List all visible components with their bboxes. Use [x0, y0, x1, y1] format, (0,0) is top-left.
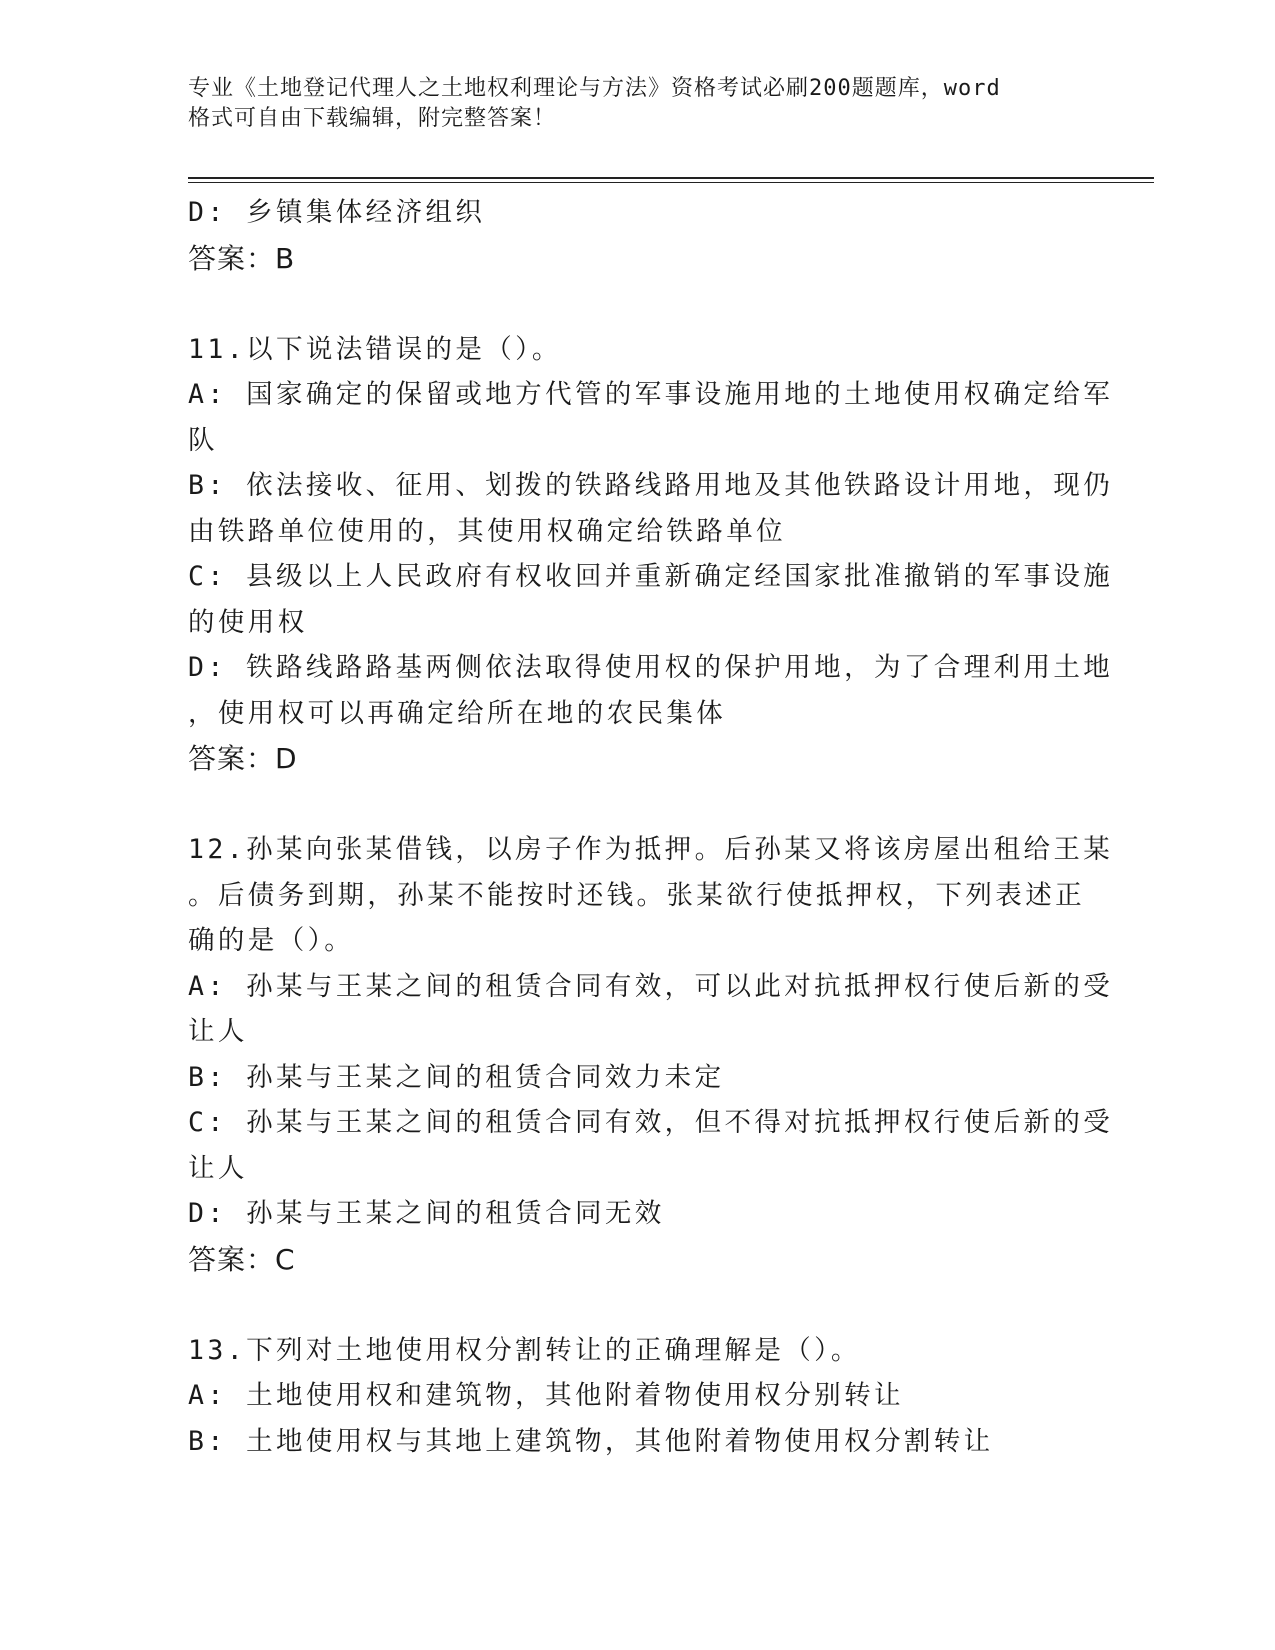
header-line-1: 专业《土地登记代理人之土地权利理论与方法》资格考试必刷200题题库，word: [188, 76, 1001, 101]
question-13-option-a: A: 土地使用权和建筑物，其他附着物使用权分别转让: [188, 1380, 904, 1411]
question-12-option-d: D: 孙某与王某之间的租赁合同无效: [188, 1198, 665, 1229]
question-12-stem: 12.孙某向张某借钱，以房子作为抵押。后孙某又将该房屋出租给王某: [188, 834, 1114, 865]
header-line-2: 格式可自由下载编辑，附完整答案！: [188, 106, 557, 131]
question-11-option-c: C: 县级以上人民政府有权收回并重新确定经国家批准撤销的军事设施: [188, 561, 1114, 592]
spacer: [188, 782, 1088, 828]
spacer: [188, 1282, 1088, 1328]
question-11-answer: 答案：D: [188, 742, 298, 775]
question-12-option-a-cont: 让人: [188, 1016, 248, 1047]
question-11-option-d: D: 铁路线路路基两侧依法取得使用权的保护用地，为了合理利用土地: [188, 652, 1114, 683]
question-11-option-b-cont: 由铁路单位使用的，其使用权确定给铁路单位: [188, 515, 786, 547]
question-11-option-a-cont: 队: [188, 424, 218, 456]
question-12-option-a: A: 孙某与王某之间的租赁合同有效，可以此对抗抵押权行使后新的受: [188, 970, 1114, 1002]
question-13-stem: 13.下列对土地使用权分割转让的正确理解是（）。: [188, 1334, 861, 1366]
document-header: [188, 74, 1068, 134]
question-11-option-d-cont: ，使用权可以再确定给所在地的农民集体: [188, 697, 727, 729]
question-11-option-a: A: 国家确定的保留或地方代管的军事设施用地的土地使用权确定给军: [188, 379, 1114, 410]
question-11-stem: 11.以下说法错误的是（）。: [188, 333, 562, 365]
question-12-option-c: C: 孙某与王某之间的租赁合同有效，但不得对抗抵押权行使后新的受: [188, 1107, 1114, 1138]
question-12-option-c-cont: 让人: [188, 1152, 248, 1184]
prev-answer: 答案：B: [188, 241, 296, 275]
question-11: [188, 327, 1114, 782]
header-divider-thick: [188, 177, 1154, 179]
question-11-option-b: B: 依法接收、征用、划拨的铁路线路用地及其他铁路设计用地，现仍: [188, 470, 1114, 501]
question-12-stem-cont: 。后债务到期，孙某不能按时还钱。张某欲行使抵押权，下列表述正: [188, 879, 1085, 911]
question-body: [188, 190, 1114, 1464]
spacer: [188, 281, 1088, 327]
question-12-option-b: B: 孙某与王某之间的租赁合同效力未定: [188, 1061, 725, 1093]
question-12-answer: 答案：C: [188, 1242, 296, 1276]
question-13-option-b: B: 土地使用权与其地上建筑物，其他附着物使用权分割转让: [188, 1425, 994, 1457]
question-12: [188, 827, 1114, 1282]
question-13: [188, 1328, 1088, 1465]
question-11-option-c-cont: 的使用权: [188, 606, 308, 638]
prev-option-d: D: 乡镇集体经济组织: [188, 197, 486, 228]
question-12-stem-cont: 确的是（）。: [188, 925, 355, 956]
header-divider-thin: [188, 182, 1154, 183]
